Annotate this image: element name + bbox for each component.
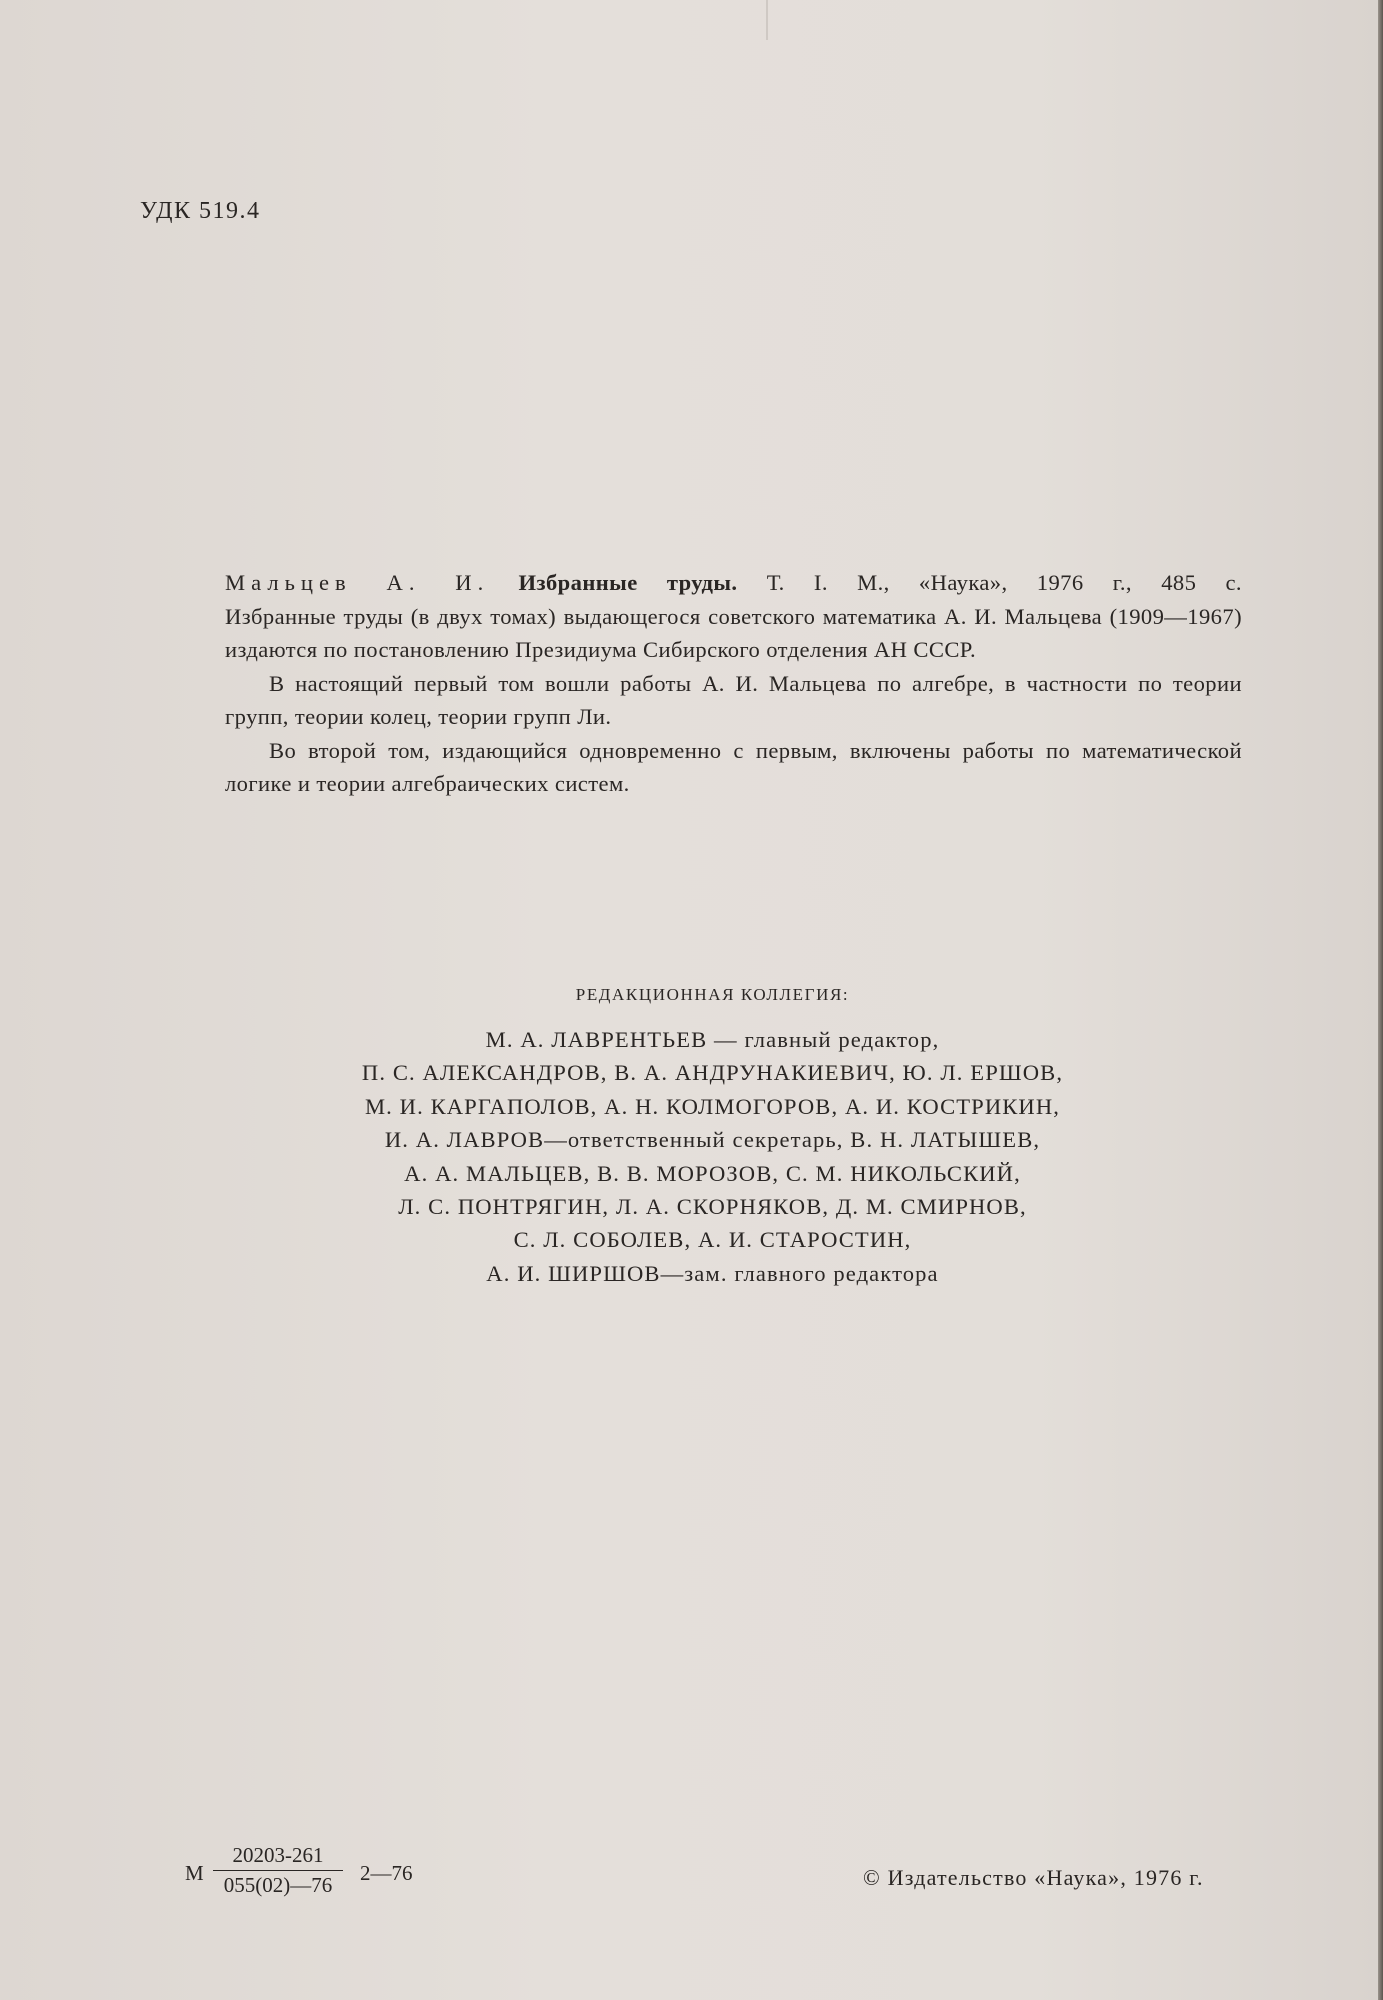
abstract-paragraph-3: Во второй том, издающийся одновременно с первым, включены работы по математической логике и теории алгебраических систем. (225, 737, 1242, 796)
editorial-board-line: С. Л. СОБОЛЕВ, А. И. СТАРОСТИН, (513, 1227, 912, 1253)
editorial-board (200, 985, 1225, 1290)
imprint-denominator: 055(02)—76 (223, 1873, 333, 1897)
editorial-board-line: А. А. МАЛЬЦЕВ, В. В. МОРОЗОВ, С. М. НИКОЛЬСКИЙ, (404, 1160, 1021, 1186)
editorial-board-line: И. А. ЛАВРОВ—ответственный секретарь, В. Н. ЛАТЫШЕВ, (384, 1127, 1041, 1153)
imprint-suffix: 2—76 (360, 1861, 413, 1885)
book-biblio: Т. I. М., «Наука», 1976 г., 485 с. (737, 570, 1242, 595)
copyright-notice: © Издательство «Наука», 1976 г. (863, 1865, 1204, 1890)
abstract-paragraph-2: В настоящий первый том вошли работы А. И. Мальцева по алгебре, в частности по теории групп, теории колец, теории групп Ли. (225, 670, 1242, 729)
page-fold (766, 0, 768, 40)
editorial-board-line: М. И. КАРГАПОЛОВ, А. Н. КОЛМОГОРОВ, А. И. КОСТРИКИН, (364, 1093, 1060, 1119)
book-edge (1378, 0, 1383, 2000)
editorial-board-line: П. С. АЛЕКСАНДРОВ, В. А. АНДРУНАКИЕВИЧ, Ю. Л. ЕРШОВ, (361, 1060, 1064, 1086)
abstract-citation (225, 566, 1242, 600)
abstract-paragraph-1: Избранные труды (в двух томах) выдающегося советского математика А. И. Мальцева (1909—1967) издаются по постановлению Президиума Сибирского отделения АН СССР. (225, 603, 1242, 662)
imprint-index (185, 1843, 445, 1903)
editorial-board-line: А. И. ШИРШОВ—зам. главного редактора (486, 1260, 939, 1286)
editorial-board-line: Л. С. ПОНТРЯГИН, Л. А. СКОРНЯКОВ, Д. М. СМИРНОВ, (398, 1194, 1027, 1220)
book-title: Избранные труды. (518, 570, 738, 595)
imprint-fraction (213, 1843, 343, 1898)
author-name: Мальцев А. И. (225, 570, 490, 595)
imprint-numerator: 20203-261 (213, 1843, 343, 1871)
bibliographic-abstract (225, 566, 1242, 801)
editorial-board-line: М. А. ЛАВРЕНТЬЕВ — главный редактор, (485, 1027, 940, 1052)
udk-code: УДК 519.4 (140, 198, 261, 224)
editorial-board-heading: РЕДАКЦИОННАЯ КОЛЛЕГИЯ: (575, 985, 850, 1004)
imprint-prefix: М (185, 1861, 204, 1885)
